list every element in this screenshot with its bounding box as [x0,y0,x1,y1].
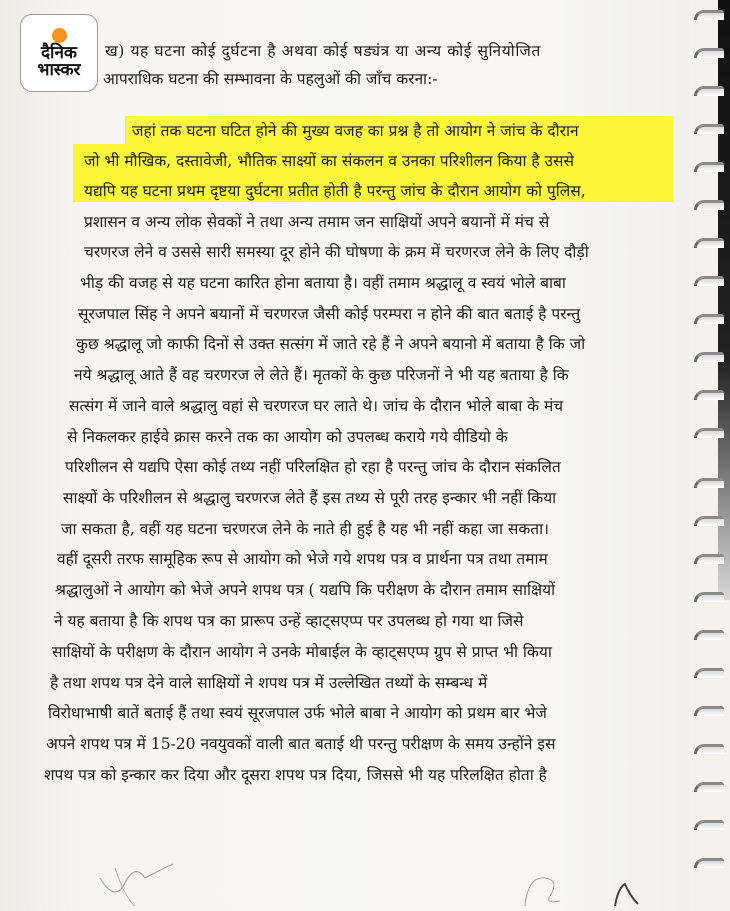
body-line: परिशीलन से यद्यपि ऐसा कोई तथ्य नहीं परिलक्षित हो रहा है परन्तु जांच के दौरान संकलित [65,458,561,476]
spiral-coil [694,478,724,488]
logo-text-line1: दैनिक [41,43,77,63]
body-line: विरोधाभाषी बातें बताई हैं तथा स्वयं सूरजपाल उर्फ भोले बाबा ने आयोग को प्रथम बार भेजे [48,704,547,722]
body-line: अपने शपथ पत्र में 15-20 नवयुवकों वाली बात बताई थी परन्तु परीक्षण के समय उन्होंने इस [46,735,556,753]
section-heading-line2: आपराधिक घटना की सम्भावना के पहलुओं की जाँच करना:- [103,70,438,88]
body-line: साक्ष्यों के परिशीलन से श्रद्धालु चरणरज लेते हैं इस तथ्य से पूरी तरह इन्कार भी नहीं किया [63,489,557,507]
spiral-coil [694,390,724,400]
spiral-coil [694,782,724,792]
highlighted-line-2: जो भी मौखिक, दस्तावेजी, भौतिक साक्ष्यों का संकलन व उनका परिशीलन किया है उससे [84,152,574,170]
body-line: प्रशासन व अन्य लोक सेवकों ने तथा अन्य तमाम जन साक्षियों अपने बयानों में मंच से [84,213,550,231]
spiral-coil [694,820,724,830]
body-line: कुछ श्रद्धालू जो काफी दिनों से उक्त सत्संग में जाते रहे हैं ने अपने बयानो में बताया है कि जो [76,335,586,353]
body-line: से निकलकर हाईवे क्रास करने तक का आयोग को उपलब्ध कराये गये वीडियो के [67,428,508,446]
body-line: नये श्रद्धालू आते हैं वह चरणरज ले लेते हैं। मृतकों के कुछ परिजनों ने भी यह बताया है कि [74,366,569,384]
body-line: साक्षियों के परीक्षण के दौरान आयोग ने उनके मोबाईल के व्हाट्सएप्प ग्रुप से प्राप्त भी किया [52,643,552,661]
spiral-coil [694,124,724,134]
highlighted-line-3-text: यद्यपि यह घटना प्रथम दृष्टया दुर्घटना प्रतीत होती है [84,182,362,200]
spiral-coil [694,706,724,716]
spiral-coil [694,10,724,20]
spiral-coil [694,592,724,602]
highlighted-line-3 [84,180,586,202]
spiral-coil [694,630,724,640]
spiral-coil [694,86,724,96]
body-line: सूरजपाल सिंह ने अपने बयानों में चरणरज जैसी कोई परम्परा न होने की बात बताई है परन्तु [78,305,581,323]
spiral-coil [694,276,724,286]
spiral-coil [694,352,724,362]
spiral-coil [694,858,724,868]
spiral-coil [694,48,724,58]
spiral-coil [694,162,724,172]
body-line: शपथ पत्र को इन्कार कर दिया और दूसरा शपथ पत्र दिया, जिससे भी यह परिलक्षित होता है [44,766,547,784]
spiral-coil [694,428,724,438]
body-line: भीड़ की वजह से यह घटना कारित होना बताया है। वहीं तमाम श्रद्धालू व स्वयं भोले बाबा [80,274,566,292]
body-line: वहीं दूसरी तरफ सामूहिक रूप से आयोग को भेजे गये शपथ पत्र व प्रार्थना पत्र तथा तमाम [57,550,548,568]
spiral-coil [694,744,724,754]
signature-left [95,858,175,908]
spiral-coil [694,554,724,564]
spiral-coil [694,516,724,526]
body-line: जा सकता है, वहीं यह घटना चरणरज लेने के नाते ही हुई है यह भी नहीं कहा जा सकता। [61,520,550,538]
body-line: श्रद्धालुओं ने आयोग को भेजे अपने शपथ पत्र ( यद्यपि कि परीक्षण के दौरान तमाम साक्षियों [55,581,556,599]
dainik-bhaskar-logo [20,14,98,92]
body-line: ने यह बताया है कि शपथ पत्र का प्रारूप उन्हें व्हाट्सएप्प पर उपलब्ध हो गया था जिसे [54,612,524,630]
signature-right [520,866,640,911]
body-line: चरणरज लेने व उससे सारी समस्या दूर होने की घोषणा के क्रम में चरणरज लेने के लिए दौड़ी [84,243,589,261]
highlighted-line-1: जहां तक घटना घटित होने की मुख्य वजह का प्रश्न है तो आयोग ने जांच के दौरान [132,122,579,140]
logo-text-line2: भास्कर [37,60,81,80]
spiral-coil [694,238,724,248]
spiral-coil [694,200,724,210]
line-3-rest: परन्तु जांच के दौरान आयोग को पुलिस, [361,182,586,200]
body-line: है तथा शपथ पत्र देने वाले साक्षियों ने शपथ पत्र में उल्लेखित तथ्यों के सम्बन्ध में [50,674,488,692]
spiral-coil [694,668,724,678]
spiral-binding [690,0,730,911]
spiral-coil [694,314,724,324]
sun-icon [52,28,67,43]
section-heading-line1: ख) यह घटना कोई दुर्घटना है अथवा कोई षड्यंत्र या अन्य कोई सुनियोजित [105,42,541,60]
body-line: सत्संग में जाने वाले श्रद्धालु वहां से चरणरज घर लाते थे। जांच के दौरान भोले बाबा के मंच [69,397,564,415]
